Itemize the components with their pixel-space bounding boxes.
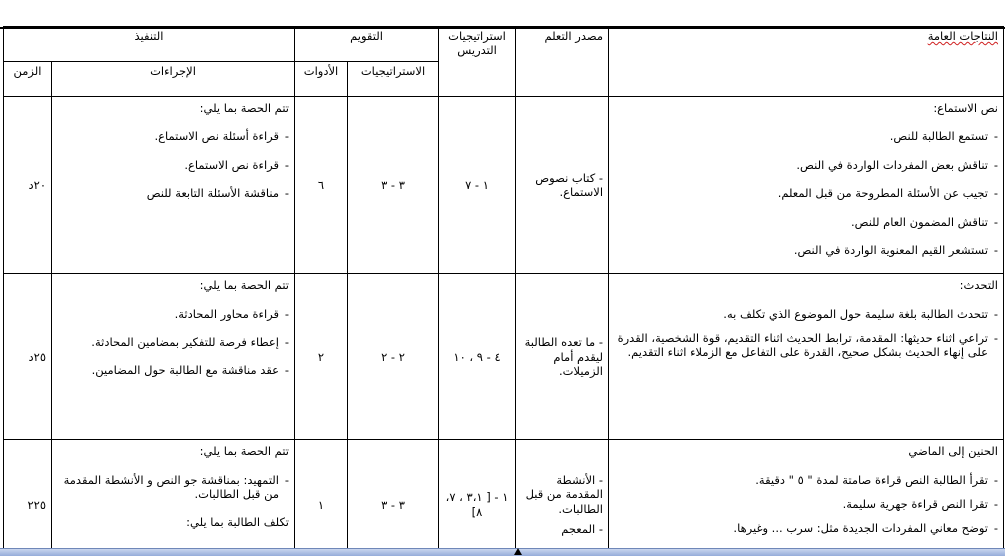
list-item: - مناقشة الأسئلة التابعة للنص <box>57 186 289 200</box>
strategies-text: ٤ - ٩ ، ١٠ <box>453 349 501 364</box>
eval-strategies-text: ٢ - ٢ <box>381 349 405 364</box>
eval-strategies-text: ٣ - ٣ <box>381 177 405 192</box>
outcomes-cell <box>609 440 1004 556</box>
header-row <box>4 27 1004 62</box>
procedures-list <box>57 129 289 200</box>
page-top-margin <box>0 0 1005 29</box>
time-cell <box>4 274 52 440</box>
mouse-cursor-icon <box>513 548 523 556</box>
source-text: - كتاب نصوص الاستماع. <box>535 170 604 200</box>
list-item: - قراءة نص الاستماع. <box>57 158 289 172</box>
list-item: - تستمع الطالبة للنص. <box>614 129 998 143</box>
header-evaluation-label: التقويم <box>350 29 383 43</box>
header-procedures <box>52 62 295 97</box>
eval-strategies-text: ٣ - ٣ <box>381 497 405 512</box>
header-strategies <box>439 27 516 97</box>
lesson-plan-table <box>3 26 1004 556</box>
list-item: - تناقش بعض المفردات الواردة في النص. <box>614 158 998 172</box>
header-strategies-line2: التدريس <box>457 43 497 58</box>
eval-strategies-cell <box>348 97 439 274</box>
strategies-text: ١ - [ ٣،١ ، ٧، ٨] <box>445 490 509 519</box>
header-eval-strategies <box>348 62 439 97</box>
procedures-cell <box>52 274 295 440</box>
list-item: - إعطاء فرصة للتفكير بمضامين المحادثة. <box>57 335 289 349</box>
procedures-note: تكلف الطالبة بما يلي: <box>186 515 289 530</box>
list-item: - توضح معاني المفردات الجديدة مثل: سرب ... وغيرها. <box>614 521 998 535</box>
list-item: - التمهيد: بمناقشة جو النص و الأنشطة المقدمة من قبل الطالبات. <box>57 473 289 502</box>
time-cell <box>4 440 52 556</box>
list-item: - تقرا النص قراءة جهرية سليمة. <box>614 497 998 511</box>
list-item: - تراعي اثناء حديثها: المقدمة، ترابط الحديث اثناء التقديم، قوة الشخصية، القدرة على إنهاء الحديث بشكل صحيح، القدرة على التفاعل مع الزملاء اثناء التقديم. <box>614 331 998 360</box>
procedures-cell <box>52 440 295 556</box>
procedures-title: تتم الحصة بما يلي: <box>199 444 289 459</box>
source-cell <box>516 440 609 556</box>
header-eval-strategies-label: الاستراتيجيات <box>360 64 426 78</box>
outcomes-list <box>614 129 998 257</box>
procedures-title: تتم الحصة بما يلي: <box>199 278 289 293</box>
list-item: - قراءة أسئلة نص الاستماع. <box>57 129 289 143</box>
eval-tools-cell <box>295 274 348 440</box>
header-source <box>516 27 609 97</box>
outcomes-list <box>614 473 998 536</box>
source-cell <box>516 97 609 274</box>
strategies-cell <box>439 440 516 556</box>
procedures-list <box>57 307 289 378</box>
time-text: ٢٢٥ <box>27 497 46 512</box>
strategies-text: ١ - ٧ <box>465 177 489 192</box>
strategies-cell <box>439 97 516 274</box>
header-evaluation <box>295 27 439 62</box>
header-outcomes <box>609 27 1004 97</box>
header-source-label: مصدر التعلم <box>544 29 604 43</box>
outcomes-list <box>614 307 998 360</box>
list-item: - تجيب عن الأسئلة المطروحة من قبل المعلم. <box>614 186 998 200</box>
header-time <box>4 62 52 97</box>
header-outcomes-label: النتاجات العامة <box>927 29 999 43</box>
header-eval-tools-label: الأدوات <box>303 64 339 78</box>
list-item: - قراءة محاور المحادثة. <box>57 307 289 321</box>
outcomes-cell <box>609 274 1004 440</box>
eval-strategies-cell <box>348 440 439 556</box>
outcome-title: الحنين إلى الماضي <box>908 444 999 459</box>
list-item: - تستشعر القيم المعنوية الواردة في النص. <box>614 243 998 257</box>
header-execution-label: التنفيذ <box>134 29 164 43</box>
header-eval-tools <box>295 62 348 97</box>
source-text: - ما تعده الطالبة ليقدم أمام الزميلات. <box>524 335 604 378</box>
strategies-cell <box>439 274 516 440</box>
header-time-label: الزمن <box>13 64 42 78</box>
eval-tools-text: ١ <box>317 497 325 512</box>
outcome-title: التحدث: <box>959 278 999 293</box>
eval-tools-text: ٢ <box>317 349 325 364</box>
eval-tools-text: ٦ <box>317 177 325 192</box>
table-row <box>4 440 1004 556</box>
procedures-cell <box>52 97 295 274</box>
list-item: - تناقش المضمون العام للنص. <box>614 215 998 229</box>
source-text: - الأنشطة المقدمة من قبل الطالبات. <box>525 473 604 516</box>
eval-tools-cell <box>295 440 348 556</box>
eval-strategies-cell <box>348 274 439 440</box>
table-row <box>4 97 1004 274</box>
table-row <box>4 274 1004 440</box>
source-text: - المعجم <box>561 522 604 537</box>
time-text: ٢٥د <box>28 349 46 364</box>
source-cell <box>516 274 609 440</box>
time-text: ٢٠د <box>28 177 46 192</box>
outcomes-cell <box>609 97 1004 274</box>
header-execution <box>4 27 295 62</box>
outcome-title: نص الاستماع: <box>933 101 999 115</box>
taskbar <box>0 548 1005 556</box>
time-cell <box>4 97 52 274</box>
header-procedures-label: الإجراءات <box>150 64 196 78</box>
list-item: - تقرأ الطالبة النص قراءة صامتة لمدة " ٥ " دقيقة. <box>614 473 998 487</box>
list-item: - عقد مناقشة مع الطالبة حول المضامين. <box>57 363 289 377</box>
procedures-title: تتم الحصة بما يلي: <box>199 101 289 115</box>
procedures-list <box>57 473 289 502</box>
header-strategies-line1: استراتيجيات <box>448 29 506 43</box>
eval-tools-cell <box>295 97 348 274</box>
list-item: - تتحدث الطالبة بلغة سليمة حول الموضوع الذي تكلف به. <box>614 307 998 321</box>
